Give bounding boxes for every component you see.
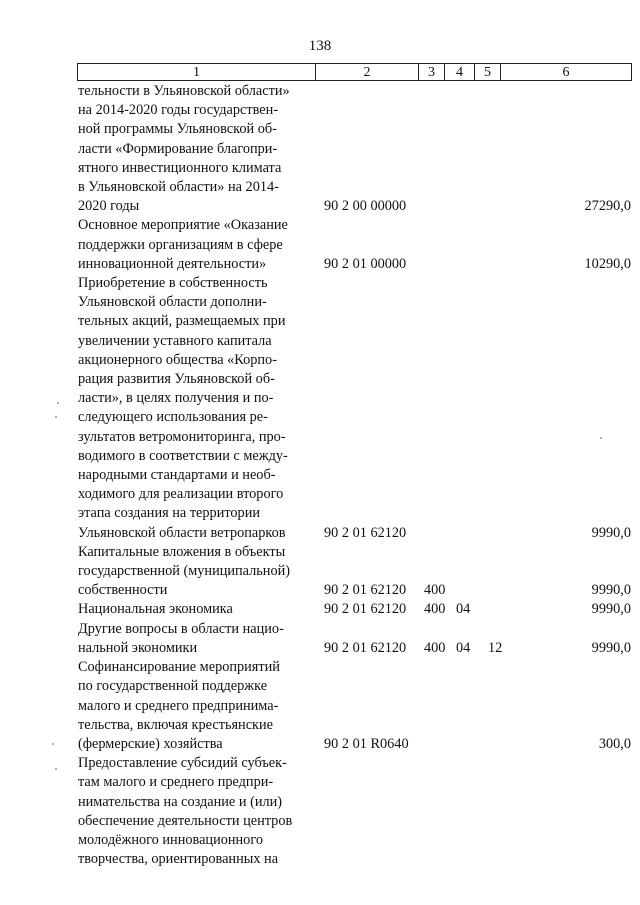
description-line: следующего использования ре- (78, 409, 268, 426)
table-row (78, 754, 634, 869)
description-line: зультатов ветромониторинга, про- (78, 428, 286, 445)
description-line: на 2014-2020 годы государствен- (78, 102, 278, 119)
row-description (78, 600, 308, 619)
table-row (78, 658, 634, 754)
header-col-6: 6 (562, 65, 570, 80)
row-col5: 12 (488, 639, 503, 656)
description-line: Софинансирование мероприятий (78, 659, 280, 676)
description-line: (фермерские) хозяйства (78, 735, 223, 752)
description-line: Другие вопросы в области нацио- (78, 620, 284, 637)
row-amount: 27290,0 (584, 198, 631, 215)
description-line: Национальная экономика (78, 601, 233, 618)
description-line: молодёжного инновационного (78, 831, 263, 848)
description-line: Предоставление субсидий субъек- (78, 755, 287, 772)
row-code: 90 2 01 62120 (324, 582, 407, 599)
row-description (78, 658, 308, 754)
row-col4: 04 (456, 639, 471, 656)
table-header (77, 63, 632, 81)
description-line: 2020 годы (78, 198, 140, 215)
description-line: государственной (муниципальной) (78, 563, 291, 580)
table-row (78, 543, 634, 601)
description-line: Приобретение в собственность (78, 275, 268, 292)
header-col-5: 5 (475, 64, 501, 80)
row-code: 90 2 01 R0640 (324, 735, 409, 752)
header-col-1: 1 (78, 64, 316, 80)
description-line: акционерного общества «Корпо- (78, 351, 277, 368)
table-row (78, 82, 634, 216)
description-line: народными стандартами и необ- (78, 467, 276, 484)
scan-speck (52, 743, 54, 745)
description-line: по государственной поддержке (78, 678, 268, 695)
row-code: 90 2 01 00000 (324, 255, 407, 272)
table-row (78, 216, 634, 274)
header-col-3: 3 (419, 64, 445, 80)
description-line: тельных акций, размещаемых при (78, 313, 286, 330)
row-code: 90 2 01 62120 (324, 601, 407, 618)
row-amount: 9990,0 (591, 601, 631, 618)
table-row (78, 274, 634, 543)
row-description (78, 543, 308, 601)
description-line: обеспечение деятельности центров (78, 812, 293, 829)
row-amount: 9990,0 (591, 582, 631, 599)
description-line: там малого и среднего предпри- (78, 774, 274, 791)
description-line: Основное мероприятие «Оказание (78, 217, 288, 234)
row-description (78, 216, 308, 274)
row-code: 90 2 01 62120 (324, 639, 407, 656)
description-line: ной программы Ульяновской об- (78, 121, 277, 138)
description-line: тельности в Ульяновской области» (78, 83, 290, 99)
scan-speck (55, 416, 57, 418)
row-amount: 300,0 (598, 735, 631, 752)
row-amount: 9990,0 (591, 639, 631, 656)
row-code: 90 2 00 00000 (324, 198, 407, 215)
description-line: творчества, ориентированных на (78, 851, 279, 868)
description-line: рация развития Ульяновской об- (78, 371, 275, 388)
row-col3: 400 (424, 582, 446, 599)
row-col4: 04 (456, 601, 471, 618)
description-line: ходимого для реализации второго (78, 486, 284, 503)
scan-speck (55, 768, 57, 770)
row-col3: 400 (424, 601, 446, 618)
description-line: ласти «Формирование благопри- (78, 140, 278, 157)
description-line: поддержки организациям в сфере (78, 236, 283, 253)
header-col-2: 2 (316, 64, 419, 80)
header-col-4: 4 (445, 64, 475, 80)
scan-speck (600, 437, 602, 439)
description-line: ятного инвестиционного климата (78, 159, 282, 176)
description-line: нимательства на создание и (или) (78, 793, 283, 810)
description-line: этапа создания на территории (78, 505, 261, 522)
description-line: увеличении уставного капитала (78, 332, 272, 349)
row-amount: 9990,0 (591, 524, 631, 541)
row-col3: 400 (424, 639, 446, 656)
description-line: в Ульяновской области» на 2014- (78, 179, 279, 196)
description-line: малого и среднего предпринима- (78, 697, 279, 714)
row-code: 90 2 01 62120 (324, 524, 407, 541)
description-line: Ульяновской области дополни- (78, 294, 267, 311)
description-line: Ульяновской области ветропарков (78, 524, 286, 541)
page-number: 138 (308, 38, 332, 54)
description-line: инновационной деятельности» (78, 255, 267, 272)
row-description (78, 82, 308, 216)
table-row (78, 600, 634, 619)
description-line: тельства, включая крестьянские (78, 716, 273, 733)
description-line: Капитальные вложения в объекты (78, 543, 286, 560)
description-line: ласти», в целях получения и по- (78, 390, 274, 407)
table-row (78, 620, 634, 658)
row-description (78, 754, 308, 869)
table-body (78, 82, 634, 869)
row-description (78, 620, 308, 658)
description-line: водимого в соответствии с между- (78, 447, 288, 464)
scan-speck (57, 402, 59, 404)
row-description (78, 274, 308, 543)
description-line: нальной экономики (78, 639, 198, 656)
row-amount: 10290,0 (584, 255, 631, 272)
description-line: собственности (78, 582, 168, 599)
